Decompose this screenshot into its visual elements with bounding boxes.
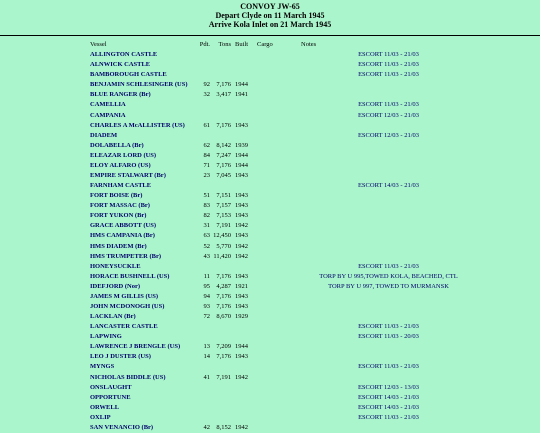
vessel-name: JAMES M GILLIS (US) <box>90 292 159 300</box>
col-pdt: Pdt. <box>199 41 210 48</box>
built-cell: 1942 <box>235 242 248 250</box>
notes-cell: ESCORT 14/03 - 21/03 <box>357 182 420 190</box>
cargo-cell <box>257 403 301 413</box>
table-row <box>90 352 476 362</box>
vessel-name: ELOY ALFARO (US) <box>90 161 151 169</box>
cargo-cell <box>257 332 301 342</box>
tons-cell <box>212 322 233 332</box>
cargo-cell <box>257 121 301 131</box>
notes-cell <box>301 191 476 201</box>
tons-cell: 7,176 <box>216 121 231 129</box>
notes-cell: ESCORT 14/03 - 21/03 <box>357 393 420 401</box>
built-cell <box>233 181 257 191</box>
table-row <box>90 393 476 403</box>
notes-cell <box>301 141 476 151</box>
built-cell: 1942 <box>235 373 248 381</box>
notes-cell: ESCORT 11/03 - 21/03 <box>358 61 419 69</box>
notes-cell <box>301 252 476 262</box>
vessel-name: ALNWICK CASTLE <box>90 61 151 69</box>
pdt-cell <box>196 413 212 423</box>
built-cell: 1943 <box>235 272 248 280</box>
built-cell <box>233 50 257 60</box>
pdt-cell: 42 <box>203 423 210 431</box>
notes-cell: ESCORT 11/03 - 21/03 <box>358 262 419 270</box>
tons-cell: 7,209 <box>216 343 231 351</box>
notes-cell <box>301 201 476 211</box>
table-row <box>90 302 476 312</box>
tons-cell: 7,045 <box>216 171 231 179</box>
built-cell <box>233 131 257 141</box>
cargo-cell <box>257 161 301 171</box>
vessel-name: FORT MASSAC (Br) <box>90 202 150 210</box>
vessel-name: LEO J DUSTER (US) <box>90 353 151 361</box>
vessel-name: DIADEM <box>90 131 118 139</box>
cargo-cell <box>257 50 301 60</box>
table-row <box>90 131 476 141</box>
tons-cell: 7,153 <box>216 212 231 220</box>
notes-cell <box>301 151 476 161</box>
cargo-cell <box>257 151 301 161</box>
page-header <box>0 0 540 29</box>
table-row <box>90 403 476 413</box>
tons-cell <box>212 413 233 423</box>
notes-cell: ESCORT 11/03 - 21/03 <box>358 323 419 331</box>
notes-cell <box>301 231 476 241</box>
table-row <box>90 373 476 383</box>
notes-cell: ESCORT 11/03 - 21/03 <box>358 363 419 371</box>
table-row <box>90 80 476 90</box>
cargo-cell <box>257 110 301 120</box>
cargo-cell <box>257 241 301 251</box>
pdt-cell <box>196 322 212 332</box>
tons-cell: 7,176 <box>216 81 231 89</box>
notes-cell <box>301 121 476 131</box>
pdt-cell <box>196 403 212 413</box>
built-cell <box>233 60 257 70</box>
pdt-cell <box>196 100 212 110</box>
vessel-name: GRACE ABBOTT (US) <box>90 222 156 230</box>
table-row <box>90 342 476 352</box>
notes-cell: ESCORT 11/03 - 21/03 <box>358 71 419 79</box>
tons-cell <box>212 262 233 272</box>
tons-cell <box>212 60 233 70</box>
vessel-name: OPPORTUNE <box>90 393 131 401</box>
vessel-name: BAMBOROUGH CASTLE <box>90 71 167 79</box>
pdt-cell: 93 <box>203 302 210 310</box>
built-cell <box>233 262 257 272</box>
built-cell <box>233 413 257 423</box>
tons-cell: 3,417 <box>216 91 231 99</box>
pdt-cell <box>196 131 212 141</box>
built-cell <box>233 110 257 120</box>
cargo-cell <box>257 60 301 70</box>
tons-cell: 11,420 <box>213 252 231 260</box>
built-cell: 1943 <box>235 202 248 210</box>
table-row <box>90 413 476 423</box>
tons-cell: 5,770 <box>216 242 231 250</box>
table-row <box>90 322 476 332</box>
cargo-cell <box>257 413 301 423</box>
tons-cell: 7,176 <box>216 292 231 300</box>
pdt-cell: 14 <box>203 353 210 361</box>
notes-cell <box>301 302 476 312</box>
table-row <box>90 231 476 241</box>
built-cell: 1943 <box>235 232 248 240</box>
built-cell: 1942 <box>235 423 248 431</box>
pdt-cell: 32 <box>203 91 210 99</box>
vessel-name: ORWELL <box>90 403 120 411</box>
table-row <box>90 191 476 201</box>
column-header-row <box>90 40 476 50</box>
cargo-cell <box>257 100 301 110</box>
tons-cell <box>212 383 233 393</box>
built-cell <box>233 332 257 342</box>
table-row <box>90 141 476 151</box>
cargo-cell <box>257 252 301 262</box>
tons-cell: 12,450 <box>213 232 231 240</box>
notes-cell: TORP BY U 995,TOWED KOLA, BEACHED, CTL <box>319 272 458 280</box>
vessel-name: EMPIRE STALWART (Br) <box>90 171 166 179</box>
vessel-name: CHARLES A McALLISTER (US) <box>90 121 185 129</box>
tons-cell <box>212 50 233 60</box>
pdt-cell: 63 <box>203 232 210 240</box>
table-row <box>90 292 476 302</box>
cargo-cell <box>257 312 301 322</box>
vessel-name: CAMPANIA <box>90 111 126 119</box>
cargo-cell <box>257 201 301 211</box>
tons-cell: 7,176 <box>216 353 231 361</box>
vessel-name: IDEFJORD (Nor) <box>90 282 141 290</box>
table-row <box>90 201 476 211</box>
vessel-name: CAMELLIA <box>90 101 126 109</box>
table-row <box>90 151 476 161</box>
notes-cell <box>301 312 476 322</box>
tons-cell: 7,191 <box>216 373 231 381</box>
depart-line: Depart Clyde on 11 March 1945 <box>215 11 325 20</box>
built-cell <box>233 100 257 110</box>
cargo-cell <box>257 90 301 100</box>
convoy-title: CONVOY JW-65 <box>240 2 300 11</box>
vessel-name: HMS DIADEM (Br) <box>90 242 147 250</box>
pdt-cell: 94 <box>203 292 210 300</box>
tons-cell: 7,176 <box>216 272 231 280</box>
tons-cell: 7,191 <box>216 222 231 230</box>
built-cell: 1944 <box>235 151 248 159</box>
tons-cell <box>212 110 233 120</box>
table-row <box>90 272 476 282</box>
table-row <box>90 70 476 80</box>
pdt-cell: 82 <box>203 212 210 220</box>
vessel-name: LANCASTER CASTLE <box>90 323 158 331</box>
table-row <box>90 262 476 272</box>
notes-cell <box>301 211 476 221</box>
tons-cell <box>212 393 233 403</box>
cargo-cell <box>257 80 301 90</box>
header-divider <box>0 35 540 36</box>
notes-cell <box>301 90 476 100</box>
vessel-name: ONSLAUGHT <box>90 383 132 391</box>
notes-cell: ESCORT 14/03 - 21/03 <box>357 403 420 411</box>
pdt-cell: 72 <box>203 313 210 321</box>
cargo-cell <box>257 362 301 372</box>
pdt-cell: 51 <box>203 192 210 200</box>
col-cargo: Cargo <box>257 41 273 48</box>
table-row <box>90 161 476 171</box>
table-row <box>90 211 476 221</box>
vessel-name: BLUE RANGER (Br) <box>90 91 151 99</box>
cargo-cell <box>257 373 301 383</box>
vessel-name: MYNGS <box>90 363 115 371</box>
vessel-name: FORT BOISE (Br) <box>90 192 143 200</box>
table-row <box>90 252 476 262</box>
tons-cell: 7,176 <box>216 161 231 169</box>
vessel-name: ALLINGTON CASTLE <box>90 51 158 59</box>
built-cell: 1944 <box>235 343 248 351</box>
built-cell <box>233 362 257 372</box>
table-row <box>90 110 476 120</box>
notes-cell <box>301 292 476 302</box>
pdt-cell: 23 <box>203 171 210 179</box>
built-cell: 1942 <box>235 222 248 230</box>
pdt-cell <box>196 332 212 342</box>
notes-cell <box>301 373 476 383</box>
pdt-cell <box>196 383 212 393</box>
pdt-cell: 61 <box>203 121 210 129</box>
pdt-cell <box>196 50 212 60</box>
tons-cell <box>212 70 233 80</box>
pdt-cell <box>196 110 212 120</box>
built-cell: 1943 <box>235 171 248 179</box>
vessel-name: FORT YUKON (Br) <box>90 212 147 220</box>
table-row <box>90 171 476 181</box>
vessel-name: HONEYSUCKLE <box>90 262 141 270</box>
tons-cell: 7,157 <box>216 202 231 210</box>
cargo-cell <box>257 262 301 272</box>
pdt-cell: 84 <box>203 151 210 159</box>
cargo-cell <box>257 272 301 282</box>
pdt-cell: 83 <box>203 202 210 210</box>
cargo-cell <box>257 282 301 292</box>
table-row <box>90 282 476 292</box>
built-cell: 1943 <box>235 292 248 300</box>
cargo-cell <box>257 352 301 362</box>
tons-cell: 8,142 <box>216 141 231 149</box>
table-row <box>90 100 476 110</box>
built-cell <box>233 70 257 80</box>
built-cell: 1943 <box>235 353 248 361</box>
built-cell: 1943 <box>235 121 248 129</box>
vessel-name: LACKLAN (Br) <box>90 313 136 321</box>
table-row <box>90 423 476 433</box>
vessel-name: LAPWING <box>90 333 122 341</box>
table-row <box>90 50 476 60</box>
vessel-name: ELEAZAR LORD (US) <box>90 151 157 159</box>
pdt-cell: 71 <box>203 161 210 169</box>
notes-cell <box>301 171 476 181</box>
tons-cell <box>212 332 233 342</box>
notes-cell: ESCORT 12/03 - 13/03 <box>357 383 420 391</box>
notes-cell: ESCORT 11/03 - 21/03 <box>358 51 419 59</box>
pdt-cell <box>196 393 212 403</box>
pdt-cell: 62 <box>203 141 210 149</box>
cargo-cell <box>257 191 301 201</box>
tons-cell <box>212 403 233 413</box>
tons-cell <box>212 100 233 110</box>
notes-cell: ESCORT 12/03 - 21/03 <box>357 111 420 119</box>
cargo-cell <box>257 383 301 393</box>
cargo-cell <box>257 70 301 80</box>
cargo-cell <box>257 171 301 181</box>
built-cell: 1929 <box>235 313 248 321</box>
vessel-name: SAN VENANCIO (Br) <box>90 423 154 431</box>
pdt-cell <box>196 60 212 70</box>
arrive-line: Arrive Kola Inlet on 21 March 1945 <box>208 20 332 29</box>
built-cell: 1944 <box>235 161 248 169</box>
notes-cell: ESCORT 11/03 - 21/03 <box>358 101 419 109</box>
pdt-cell: 95 <box>203 282 210 290</box>
table-row <box>90 60 476 70</box>
table-row <box>90 241 476 251</box>
pdt-cell <box>196 362 212 372</box>
notes-cell: ESCORT 12/03 - 21/03 <box>357 131 420 139</box>
built-cell <box>233 393 257 403</box>
cargo-cell <box>257 141 301 151</box>
tons-cell <box>212 131 233 141</box>
notes-cell: ESCORT 11/03 - 20/03 <box>358 333 419 341</box>
table-row <box>90 90 476 100</box>
tons-cell: 7,247 <box>216 151 231 159</box>
tons-cell: 8,152 <box>216 423 231 431</box>
table-row <box>90 383 476 393</box>
cargo-cell <box>257 181 301 191</box>
pdt-cell: 52 <box>203 242 210 250</box>
vessel-name: HORACE BUSHNELL (US) <box>90 272 170 280</box>
table-row <box>90 121 476 131</box>
notes-cell: ESCORT 11/03 - 21/03 <box>358 413 419 421</box>
vessel-name: LAWRENCE J BRENGLE (US) <box>90 343 181 351</box>
pdt-cell: 13 <box>203 343 210 351</box>
tons-cell: 4,287 <box>216 282 231 290</box>
table-row <box>90 332 476 342</box>
col-tons: Tons <box>218 41 231 48</box>
col-vessel: Vessel <box>90 41 107 48</box>
vessel-name: HMS TRUMPETER (Br) <box>90 252 162 260</box>
cargo-cell <box>257 302 301 312</box>
cargo-cell <box>257 393 301 403</box>
pdt-cell: 31 <box>203 222 210 230</box>
pdt-cell: 11 <box>203 272 210 280</box>
cargo-cell <box>257 322 301 332</box>
cargo-cell <box>257 211 301 221</box>
notes-cell <box>301 80 476 90</box>
tons-cell: 7,151 <box>216 192 231 200</box>
tons-cell: 8,670 <box>216 313 231 321</box>
built-cell: 1942 <box>235 252 248 260</box>
table-row <box>90 181 476 191</box>
pdt-cell: 41 <box>203 373 210 381</box>
built-cell: 1921 <box>235 282 248 290</box>
notes-cell <box>301 352 476 362</box>
table-row <box>90 221 476 231</box>
built-cell: 1944 <box>235 81 248 89</box>
built-cell: 1941 <box>235 91 248 99</box>
notes-cell <box>301 241 476 251</box>
tons-cell <box>212 362 233 372</box>
convoy-table <box>90 40 476 433</box>
table-row <box>90 362 476 372</box>
built-cell <box>233 403 257 413</box>
col-built: Built <box>235 41 249 48</box>
cargo-cell <box>257 231 301 241</box>
cargo-cell <box>257 221 301 231</box>
cargo-cell <box>257 292 301 302</box>
cargo-cell <box>257 423 301 433</box>
notes-cell <box>301 342 476 352</box>
built-cell: 1943 <box>235 192 248 200</box>
col-notes: Notes <box>301 41 317 48</box>
tons-cell: 7,176 <box>216 302 231 310</box>
cargo-cell <box>257 131 301 141</box>
notes-cell <box>301 221 476 231</box>
vessel-name: OXLIP <box>90 413 111 421</box>
notes-cell: TORP BY U 997, TOWED TO MURMANSK <box>328 282 449 290</box>
vessel-name: NICHOLAS BIDDLE (US) <box>90 373 166 381</box>
built-cell <box>233 322 257 332</box>
built-cell: 1943 <box>235 302 248 310</box>
pdt-cell: 92 <box>203 81 210 89</box>
pdt-cell: 43 <box>203 252 210 260</box>
vessel-name: FARNHAM CASTLE <box>90 182 152 190</box>
vessel-name: BENJAMIN SCHLESINGER (US) <box>90 81 188 89</box>
built-cell: 1943 <box>235 212 248 220</box>
pdt-cell <box>196 70 212 80</box>
tons-cell <box>212 181 233 191</box>
built-cell <box>233 383 257 393</box>
cargo-cell <box>257 342 301 352</box>
table-row <box>90 312 476 322</box>
vessel-name: DOLABELLA (Br) <box>90 141 144 149</box>
table-body <box>90 50 476 433</box>
notes-cell <box>301 161 476 171</box>
vessel-name: JOHN MCDONOGH (US) <box>90 302 165 310</box>
pdt-cell <box>196 181 212 191</box>
notes-cell <box>301 423 476 433</box>
pdt-cell <box>196 262 212 272</box>
built-cell: 1939 <box>235 141 248 149</box>
vessel-name: HMS CAMPANIA (Br) <box>90 232 155 240</box>
